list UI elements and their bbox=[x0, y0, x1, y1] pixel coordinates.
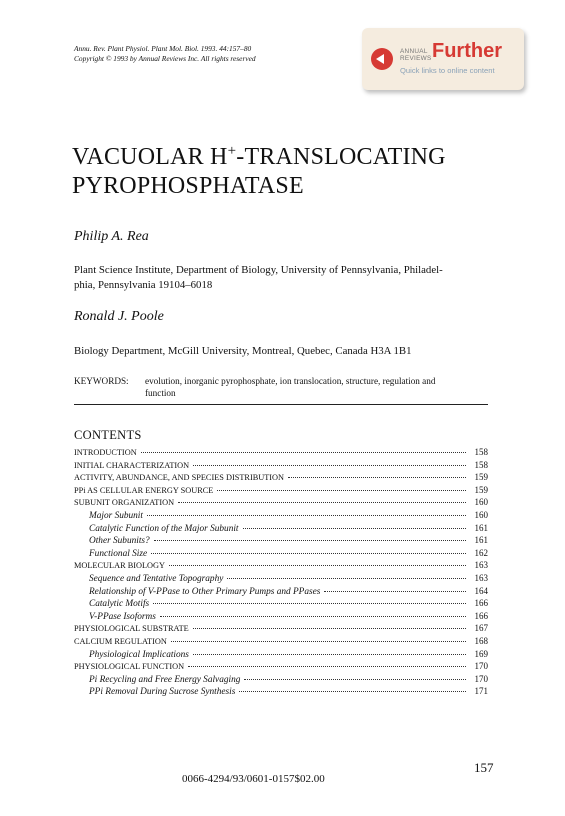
toc-entry-page: 166 bbox=[474, 610, 488, 621]
toc-entry-page: 159 bbox=[474, 472, 488, 483]
toc-entry-label: Other Subunits? bbox=[89, 536, 150, 547]
toc-entry[interactable] bbox=[74, 485, 488, 498]
annual-reviews-logo bbox=[400, 48, 432, 62]
back-arrow-icon bbox=[371, 48, 393, 70]
article-title bbox=[72, 143, 446, 201]
toc-entry-page: 169 bbox=[474, 648, 488, 659]
toc-entry[interactable] bbox=[74, 497, 488, 510]
toc-leader-dots bbox=[227, 578, 466, 579]
keywords-line: function bbox=[145, 388, 176, 398]
author-affiliation bbox=[74, 344, 494, 359]
toc-entry-label: Catalytic Motifs bbox=[89, 599, 150, 610]
author-affiliation bbox=[74, 263, 494, 293]
toc-entry[interactable] bbox=[74, 611, 488, 624]
article-code: 0066-4294/93/0601-0157$02.00 bbox=[182, 773, 325, 785]
toc-entry-page: 171 bbox=[474, 686, 488, 697]
toc-leader-dots bbox=[178, 502, 466, 503]
toc-leader-dots bbox=[217, 490, 466, 491]
journal-citation-line: Annu. Rev. Plant Physiol. Plant Mol. Biol. 1993. 44:157–80 bbox=[74, 44, 252, 53]
toc-entry[interactable] bbox=[74, 560, 488, 573]
toc-entry[interactable] bbox=[74, 548, 488, 561]
toc-entry-page: 160 bbox=[474, 509, 488, 520]
toc-leader-dots bbox=[153, 603, 466, 604]
toc-entry[interactable] bbox=[74, 661, 488, 674]
toc-leader-dots bbox=[243, 528, 466, 529]
reviews-logo-line: REVIEWS bbox=[400, 55, 432, 62]
page-number: 157 bbox=[474, 760, 494, 775]
toc-entry-label: Functional Size bbox=[89, 548, 148, 559]
toc-entry[interactable] bbox=[74, 447, 488, 460]
toc-leader-dots bbox=[147, 515, 466, 516]
toc-entry-page: 168 bbox=[474, 635, 488, 646]
toc-entry-label: Major Subunit bbox=[89, 510, 143, 521]
toc-entry-label: INTRODUCTION bbox=[74, 448, 137, 457]
toc-entry-page: 161 bbox=[474, 522, 488, 533]
toc-entry-label: Catalytic Function of the Major Subunit bbox=[89, 523, 239, 534]
toc-leader-dots bbox=[160, 616, 466, 617]
toc-leader-dots bbox=[193, 628, 466, 629]
further-badge[interactable] bbox=[362, 28, 524, 90]
toc-entry-label: Physiological Implications bbox=[89, 649, 189, 660]
toc-leader-dots bbox=[239, 691, 466, 692]
toc-entry[interactable] bbox=[74, 460, 488, 473]
toc-entry-label: PHYSIOLOGICAL FUNCTION bbox=[74, 662, 185, 672]
toc-entry-page: 160 bbox=[474, 497, 488, 508]
toc-entry-page: 163 bbox=[474, 560, 488, 571]
toc-entry-page: 163 bbox=[474, 572, 488, 583]
toc-entry[interactable] bbox=[74, 686, 488, 699]
toc-entry-label: INITIAL CHARACTERIZATION bbox=[74, 460, 190, 470]
toc-leader-dots bbox=[324, 591, 466, 592]
toc-entry-label: CALCIUM REGULATION bbox=[74, 636, 167, 646]
toc-entry-label: Pi Recycling and Free Energy Salvaging bbox=[89, 674, 241, 685]
toc-entry[interactable] bbox=[74, 649, 488, 662]
keywords-text bbox=[145, 375, 488, 399]
title-part: -TRANSLOCATING bbox=[236, 144, 446, 170]
toc-leader-dots bbox=[288, 477, 466, 478]
toc-entry-page: 159 bbox=[474, 484, 488, 495]
toc-entry-page: 167 bbox=[474, 623, 488, 634]
toc-entry[interactable] bbox=[74, 523, 488, 536]
toc-entry-label: V-PPase Isoforms bbox=[89, 611, 156, 622]
toc-entry[interactable] bbox=[74, 598, 488, 611]
affiliation-line: Plant Science Institute, Department of Biology, University of Pennsylvania, Philadel- bbox=[74, 264, 443, 276]
toc-entry-page: 164 bbox=[474, 585, 488, 596]
journal-citation bbox=[74, 44, 256, 64]
keywords-label: KEYWORDS: bbox=[74, 376, 129, 386]
toc-entry[interactable] bbox=[74, 510, 488, 523]
toc-leader-dots bbox=[244, 679, 466, 680]
toc-leader-dots bbox=[188, 666, 466, 667]
further-subtitle: Quick links to online content bbox=[400, 66, 495, 75]
title-line-1 bbox=[72, 143, 446, 172]
title-part: VACUOLAR H bbox=[72, 144, 228, 170]
toc-entry-page: 158 bbox=[474, 447, 488, 457]
toc-entry-page: 170 bbox=[474, 673, 488, 684]
keywords-line: evolution, inorganic pyrophosphate, ion translocation, structure, regulation and bbox=[145, 376, 436, 386]
title-superscript: + bbox=[227, 143, 237, 159]
toc-entry-label: PPi AS CELLULAR ENERGY SOURCE bbox=[74, 485, 214, 495]
toc-entry[interactable] bbox=[74, 472, 488, 485]
toc-leader-dots bbox=[169, 565, 466, 566]
toc-entry[interactable] bbox=[74, 623, 488, 636]
toc-entry[interactable] bbox=[74, 674, 488, 687]
toc-leader-dots bbox=[193, 654, 466, 655]
copyright-line: Copyright © 1993 by Annual Reviews Inc. All rights reserved bbox=[74, 54, 256, 63]
toc-leader-dots bbox=[141, 452, 466, 453]
toc-entry-label: SUBUNIT ORGANIZATION bbox=[74, 498, 175, 508]
toc-entry[interactable] bbox=[74, 535, 488, 548]
toc-entry-label: Relationship of V-PPase to Other Primary Pumps and PPases bbox=[89, 586, 321, 597]
toc-leader-dots bbox=[193, 465, 466, 466]
title-line-2: PYROPHOSPHATASE bbox=[72, 173, 304, 199]
affiliation-line: Biology Department, McGill University, Montreal, Quebec, Canada H3A 1B1 bbox=[74, 345, 412, 357]
toc-entry-page: 161 bbox=[474, 535, 488, 546]
toc-entry-label: PPi Removal During Sucrose Synthesis bbox=[89, 687, 236, 698]
toc-entry-page: 158 bbox=[474, 459, 488, 470]
affiliation-line: phia, Pennsylvania 19104–6018 bbox=[74, 279, 213, 291]
toc-entry-label: PHYSIOLOGICAL SUBSTRATE bbox=[74, 624, 189, 634]
author-name: Ronald J. Poole bbox=[74, 309, 164, 324]
further-label: Further bbox=[432, 40, 502, 62]
toc-entry[interactable] bbox=[74, 636, 488, 649]
toc-entry[interactable] bbox=[74, 573, 488, 586]
contents-heading: CONTENTS bbox=[74, 428, 142, 442]
toc-entry[interactable] bbox=[74, 586, 488, 599]
toc-entry-label: ACTIVITY, ABUNDANCE, AND SPECIES DISTRIBUTION bbox=[74, 473, 285, 483]
toc-entry-label: Sequence and Tentative Topography bbox=[89, 573, 224, 584]
toc-leader-dots bbox=[171, 641, 466, 642]
toc-entry-label: MOLECULAR BIOLOGY bbox=[74, 561, 166, 571]
toc-entry-page: 170 bbox=[474, 661, 488, 672]
toc-entry-page: 162 bbox=[474, 547, 488, 558]
annual-logo-line: ANNUAL bbox=[400, 48, 428, 55]
author-name: Philip A. Rea bbox=[74, 229, 149, 244]
table-of-contents bbox=[74, 447, 488, 699]
toc-leader-dots bbox=[151, 553, 466, 554]
toc-entry-page: 166 bbox=[474, 598, 488, 609]
divider bbox=[74, 404, 488, 405]
toc-leader-dots bbox=[154, 540, 466, 541]
